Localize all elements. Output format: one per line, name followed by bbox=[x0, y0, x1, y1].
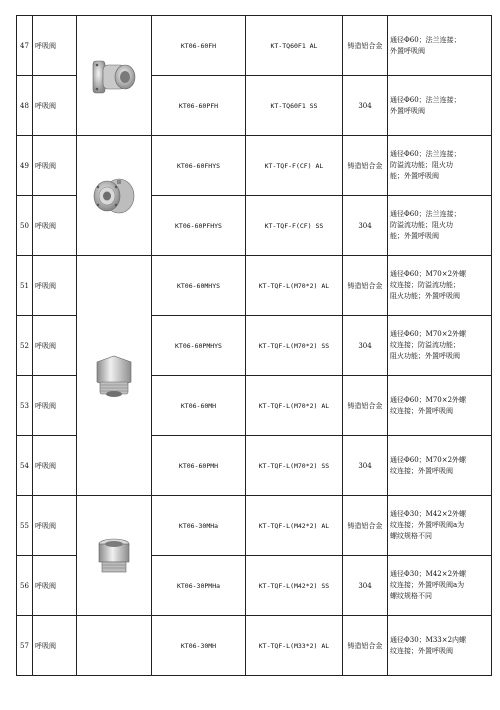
product-image-empty bbox=[77, 616, 152, 676]
description: 通径Φ60；M70×2外螺 纹连接；防溢流功能； 阻火功能；外置呼吸阀 bbox=[388, 316, 492, 376]
row-number: 52 bbox=[17, 316, 33, 376]
row-number: 56 bbox=[17, 556, 33, 616]
table-row bbox=[17, 496, 492, 556]
product-spec-table bbox=[16, 15, 492, 676]
material: 304 bbox=[343, 556, 388, 616]
product-name: 呼吸阀 bbox=[33, 376, 77, 436]
description: 通径Φ60；法兰连接； 外置呼吸阀 bbox=[388, 76, 492, 136]
part-code: KT-TQ60F1 AL bbox=[246, 16, 343, 76]
product-name: 呼吸阀 bbox=[33, 616, 77, 676]
description: 通径Φ30；M42×2外螺 纹连接；外置呼吸阀a为 螺纹规格不同 bbox=[388, 556, 492, 616]
part-code: KT-TQF-L(M42*2) SS bbox=[246, 556, 343, 616]
flame-arrestor-valve-icon bbox=[89, 173, 139, 219]
product-image-threaded-valve-small bbox=[77, 496, 152, 616]
part-code: KT-TQF-F(CF) SS bbox=[246, 196, 343, 256]
part-code: KT-TQ60F1 SS bbox=[246, 76, 343, 136]
row-number: 53 bbox=[17, 376, 33, 436]
table-row bbox=[17, 136, 492, 196]
product-image-threaded-valve-large bbox=[77, 256, 152, 496]
product-name: 呼吸阀 bbox=[33, 136, 77, 196]
description: 通径Φ30；M42×2外螺 纹连接；外置呼吸阀a为 螺纹规格不同 bbox=[388, 496, 492, 556]
material: 304 bbox=[343, 196, 388, 256]
product-name: 呼吸阀 bbox=[33, 16, 77, 76]
product-image-flame-arrestor-valve bbox=[77, 136, 152, 256]
material: 铸造铝合金 bbox=[343, 16, 388, 76]
model-number: KT06-60FH bbox=[152, 16, 246, 76]
row-number: 57 bbox=[17, 616, 33, 676]
part-code: KT-TQF-L(M70*2) AL bbox=[246, 256, 343, 316]
part-code: KT-TQF-L(M70*2) SS bbox=[246, 316, 343, 376]
model-number: KT06-60FHYS bbox=[152, 136, 246, 196]
product-name: 呼吸阀 bbox=[33, 436, 77, 496]
description: 通径Φ60；法兰连接； 防溢流功能；阻火功 能；外置呼吸阀 bbox=[388, 196, 492, 256]
model-number: KT06-60MH bbox=[152, 376, 246, 436]
flange-valve-icon bbox=[89, 53, 139, 99]
row-number: 54 bbox=[17, 436, 33, 496]
product-image-flange-valve bbox=[77, 16, 152, 136]
product-name: 呼吸阀 bbox=[33, 256, 77, 316]
description: 通径Φ30；M33×2内螺 纹连接；外置呼吸阀 bbox=[388, 616, 492, 676]
table-row bbox=[17, 256, 492, 316]
material: 304 bbox=[343, 316, 388, 376]
row-number: 51 bbox=[17, 256, 33, 316]
row-number: 50 bbox=[17, 196, 33, 256]
description: 通径Φ60；M70×2外螺 纹连接；防溢流功能； 阻火功能；外置呼吸阀 bbox=[388, 256, 492, 316]
product-name: 呼吸阀 bbox=[33, 196, 77, 256]
threaded-valve-small-icon bbox=[92, 534, 136, 578]
row-number: 49 bbox=[17, 136, 33, 196]
model-number: KT06-30MHa bbox=[152, 496, 246, 556]
product-name: 呼吸阀 bbox=[33, 556, 77, 616]
model-number: KT06-60PMH bbox=[152, 436, 246, 496]
description: 通径Φ60；M70×2外螺 纹连接；外置呼吸阀 bbox=[388, 436, 492, 496]
material: 304 bbox=[343, 76, 388, 136]
table-row bbox=[17, 16, 492, 76]
description: 通径Φ60；法兰连接； 外置呼吸阀 bbox=[388, 16, 492, 76]
row-number: 48 bbox=[17, 76, 33, 136]
description: 通径Φ60；法兰连接； 防溢流功能；阻火功 能；外置呼吸阀 bbox=[388, 136, 492, 196]
material: 铸造铝合金 bbox=[343, 376, 388, 436]
part-code: KT-TQF-L(M33*2) AL bbox=[246, 616, 343, 676]
row-number: 47 bbox=[17, 16, 33, 76]
product-name: 呼吸阀 bbox=[33, 76, 77, 136]
model-number: KT06-60PFHYS bbox=[152, 196, 246, 256]
material: 铸造铝合金 bbox=[343, 496, 388, 556]
material: 铸造铝合金 bbox=[343, 256, 388, 316]
material: 铸造铝合金 bbox=[343, 136, 388, 196]
part-code: KT-TQF-L(M70*2) SS bbox=[246, 436, 343, 496]
model-number: KT06-30PMHa bbox=[152, 556, 246, 616]
table-row bbox=[17, 616, 492, 676]
description: 通径Φ60；M70×2外螺 纹连接；外置呼吸阀 bbox=[388, 376, 492, 436]
part-code: KT-TQF-L(M70*2) AL bbox=[246, 376, 343, 436]
threaded-valve-icon bbox=[91, 352, 137, 400]
part-code: KT-TQF-L(M42*2) AL bbox=[246, 496, 343, 556]
row-number: 55 bbox=[17, 496, 33, 556]
material: 304 bbox=[343, 436, 388, 496]
model-number: KT06-60PFH bbox=[152, 76, 246, 136]
product-name: 呼吸阀 bbox=[33, 496, 77, 556]
model-number: KT06-30MH bbox=[152, 616, 246, 676]
material: 铸造铝合金 bbox=[343, 616, 388, 676]
model-number: KT06-60PMHYS bbox=[152, 316, 246, 376]
product-name: 呼吸阀 bbox=[33, 316, 77, 376]
part-code: KT-TQF-F(CF) AL bbox=[246, 136, 343, 196]
model-number: KT06-60MHYS bbox=[152, 256, 246, 316]
